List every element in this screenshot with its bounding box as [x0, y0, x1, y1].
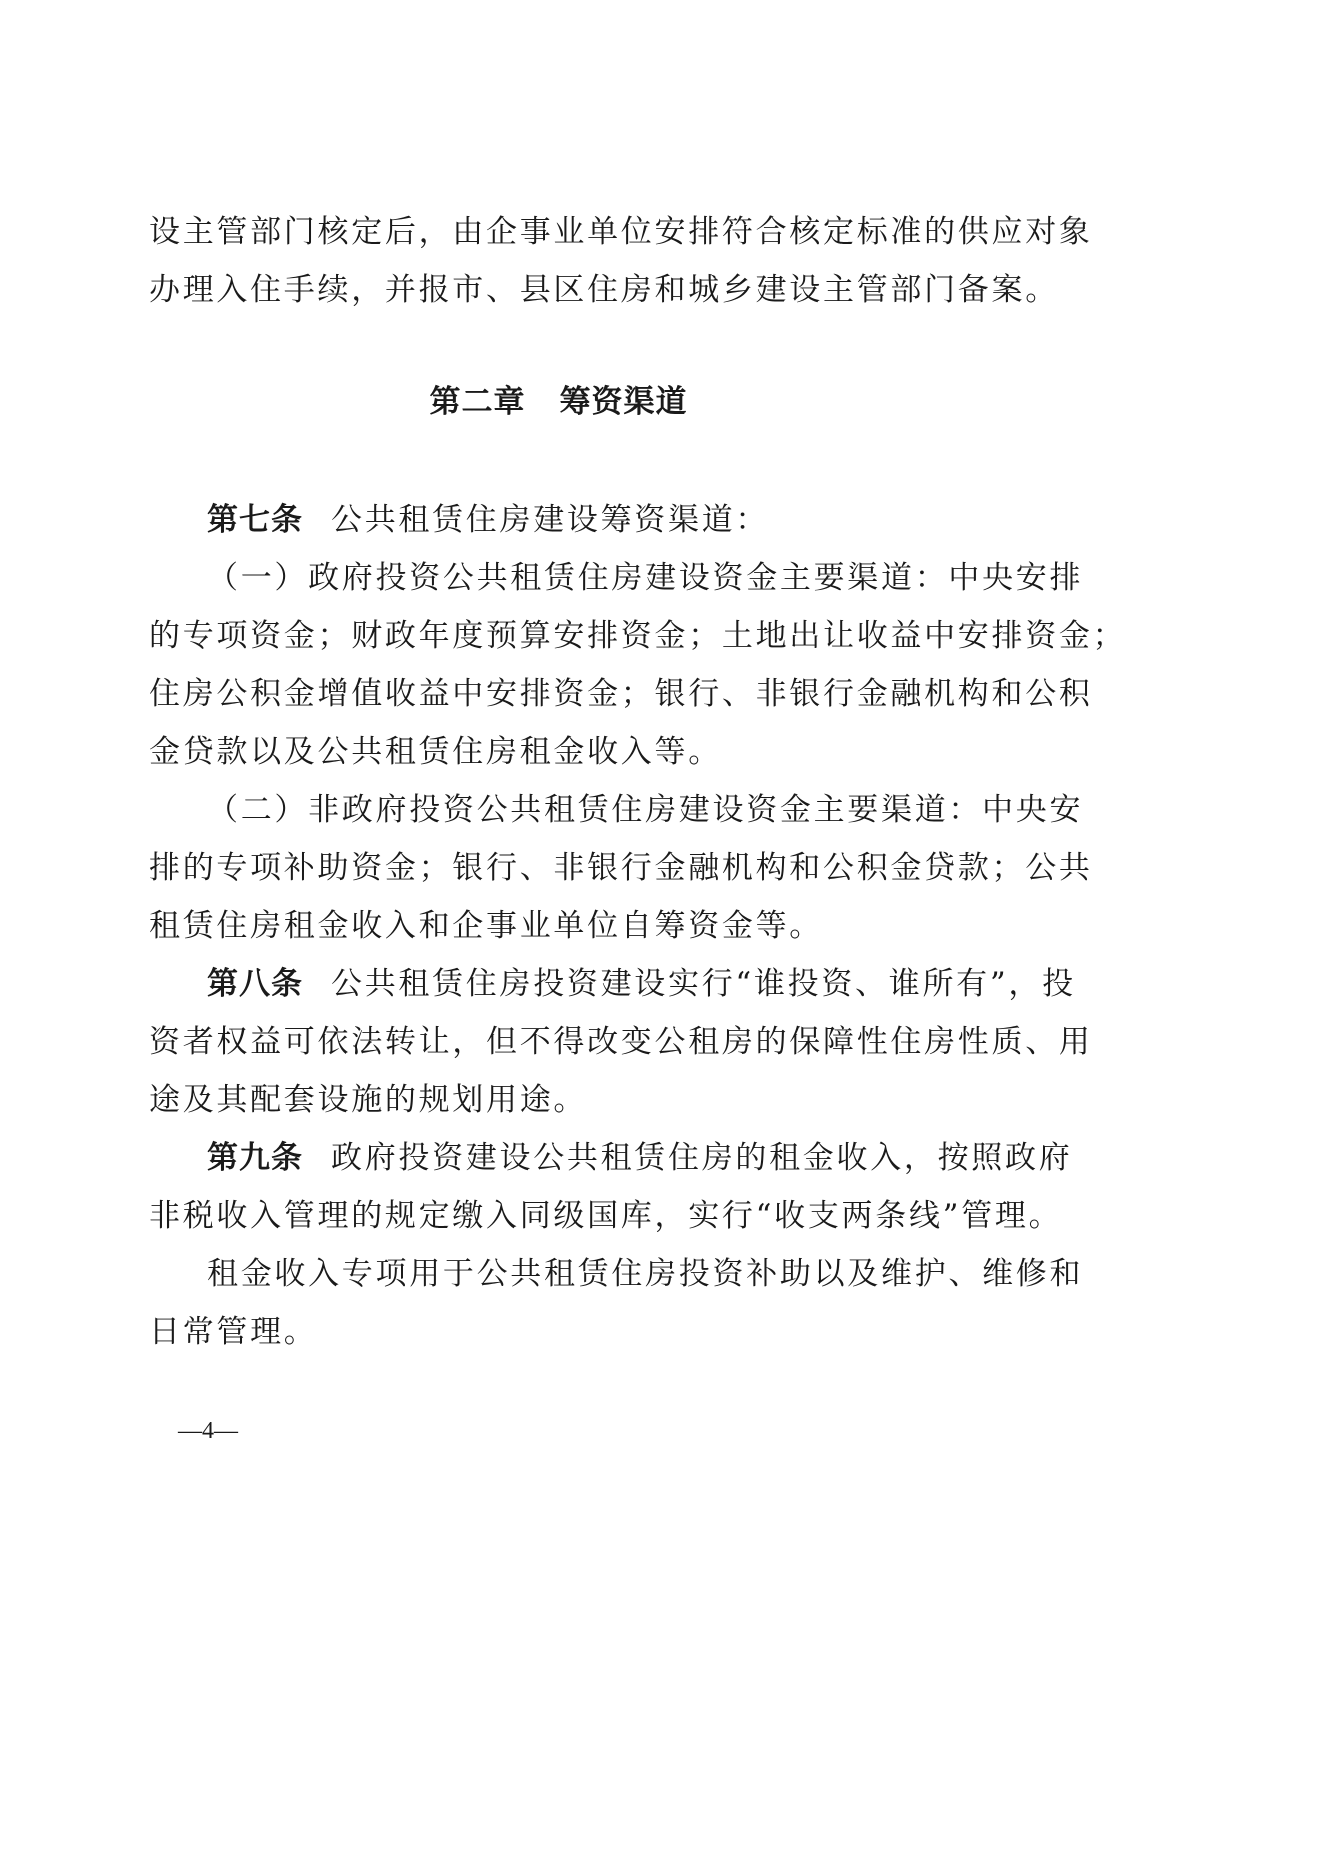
clause-1-line-3: 住房公积金增值收益中安排资金；银行、非银行金融机构和公积 [149, 676, 1093, 712]
chapter-number: 第二章 [429, 384, 526, 420]
rent-line-1: 租金收入专项用于公共租赁住房投资补助以及维护、维修和 [207, 1256, 1084, 1292]
article-7-label: 第七条 [207, 502, 303, 538]
article-9-line-2: 非税收入管理的规定缴入同级国库，实行“收支两条线”管理。 [149, 1198, 1063, 1234]
rent-line-2: 日常管理。 [149, 1314, 318, 1350]
clause-1-line-4: 金贷款以及公共租赁住房租金收入等。 [149, 734, 722, 770]
article-9-label: 第九条 [207, 1140, 303, 1176]
article-8-label: 第八条 [207, 966, 303, 1002]
article-9-first-line: 政府投资建设公共租赁住房的租金收入，按照政府 [331, 1140, 1073, 1176]
clause-1-line-1: （一）政府投资公共租赁住房建设资金主要渠道：中央安排 [207, 560, 1084, 596]
intro-line-2: 办理入住手续，并报市、县区住房和城乡建设主管部门备案。 [149, 272, 1059, 308]
article-7-text: 公共租赁住房建设筹资渠道： [331, 502, 770, 538]
article-9 [207, 1138, 1073, 1178]
article-8 [207, 964, 1076, 1004]
article-7 [207, 500, 979, 540]
page-number: —4— [178, 1418, 238, 1444]
clause-2-line-1: （二）非政府投资公共租赁住房建设资金主要渠道：中央安 [207, 792, 1084, 828]
clause-2-line-3: 租赁住房租金收入和企事业单位自筹资金等。 [149, 908, 823, 944]
clause-1-line-2: 的专项资金；财政年度预算安排资金；土地出让收益中安排资金； [149, 618, 1127, 654]
article-8-line-2: 资者权益可依法转让，但不得改变公租房的保障性住房性质、用 [149, 1024, 1093, 1060]
clause-2-line-2: 排的专项补助资金；银行、非银行金融机构和公积金贷款；公共 [149, 850, 1093, 886]
chapter-title: 筹资渠道 [559, 384, 688, 420]
article-8-first-line: 公共租赁住房投资建设实行“谁投资、谁所有”，投 [331, 966, 1076, 1002]
chapter-heading [0, 382, 1117, 422]
article-8-line-3: 途及其配套设施的规划用途。 [149, 1082, 588, 1118]
intro-line-1: 设主管部门核定后，由企事业单位安排符合核定标准的供应对象 [149, 214, 1093, 250]
